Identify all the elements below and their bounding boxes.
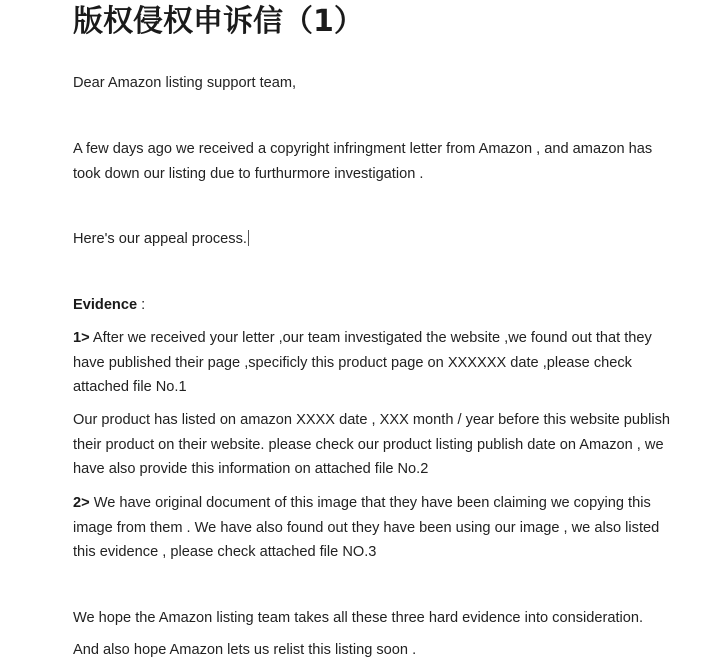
evidence-heading: Evidence (73, 297, 138, 313)
point-2-text: We have original document of this image that they have been claiming we copying this image from them . We have also found out they have been using our image , we also listed this evidence , please check attached file NO.3 (73, 495, 660, 560)
evidence-point-2[interactable] (73, 491, 683, 565)
point-1-text: After we received your letter ,our team investigated the website ,we found out that they have published their page ,specificly this product page on XXXXXX date ,please check attached file No.1 (73, 330, 652, 395)
point-1-marker: 1> (73, 330, 90, 346)
intro-paragraph[interactable]: A few days ago we received a copyright infringment letter from Amazon , and amazon has took down our listing due to furthurmore investigation . (73, 141, 653, 182)
document-title: 版权侵权申诉信（1） (73, 4, 364, 39)
appeal-paragraph[interactable] (73, 227, 683, 252)
evidence-colon: : (137, 297, 146, 313)
appeal-text: Here's our appeal process. (73, 231, 247, 247)
greeting-paragraph[interactable]: Dear Amazon listing support team, (73, 75, 297, 91)
evidence-point-1-followup[interactable]: Our product has listed on amazon XXXX date , XXX month / year before this website publish their product on their website. please check our product listing publish date on Amazon , we have also provide this information on attached file No.2 (73, 412, 671, 477)
point-2-marker: 2> (73, 495, 90, 511)
evidence-point-1[interactable] (73, 326, 683, 400)
text-cursor (248, 230, 249, 246)
closing-paragraph-1[interactable]: We hope the Amazon listing team takes all these three hard evidence into consideration. (73, 610, 644, 626)
evidence-heading-paragraph[interactable] (73, 293, 683, 318)
closing-paragraph-2[interactable]: And also hope Amazon lets us relist this listing soon . (73, 642, 417, 658)
